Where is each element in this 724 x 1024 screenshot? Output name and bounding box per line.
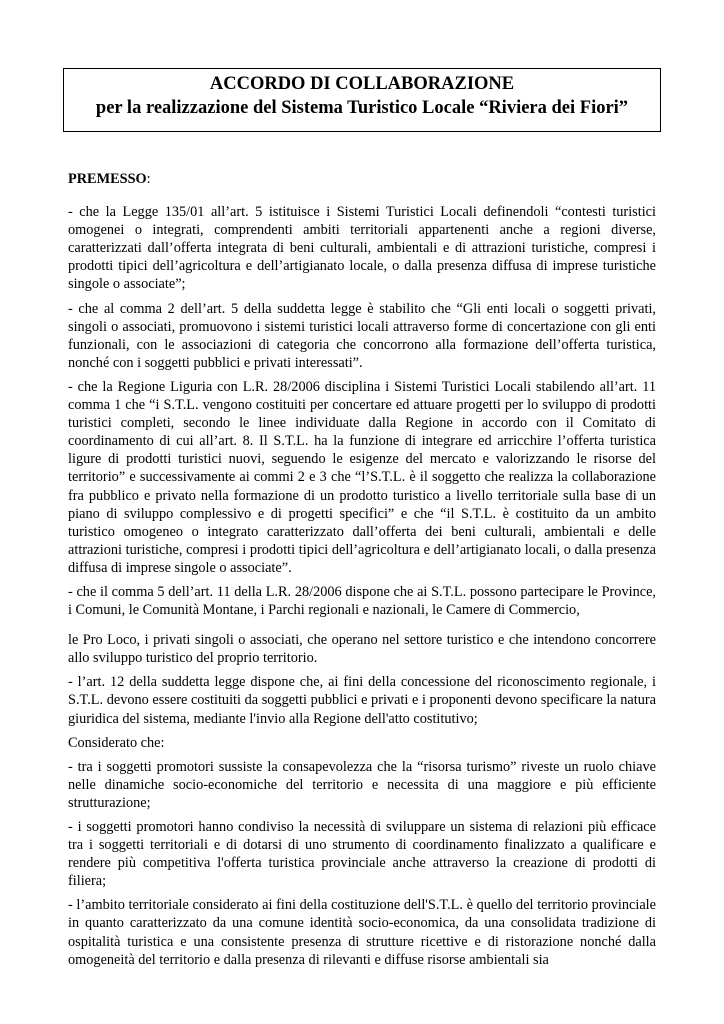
paragraph: - l’ambito territoriale considerato ai fini della costituzione dell'S.T.L. è quello del territorio provinciale in quanto caratterizzato da una comune identità socio-economica, da una consolidata tradizione di ospitalità turistica e una consistente presenza di strutture ricettive e di ristorazione nonché dalla omogeneità del territorio e dalla presenza di rilevanti e diffuse risorse ambientali sia [68, 897, 656, 968]
document-title: ACCORDO DI COLLABORAZIONE [209, 74, 515, 94]
premesso-heading [68, 170, 656, 188]
document-body [68, 170, 656, 975]
title-box [63, 68, 661, 132]
paragraph: le Pro Loco, i privati singoli o associati, che operano nel settore turistico e che intendono concorrere allo sviluppo turistico del proprio territorio. [68, 632, 656, 667]
paragraph: - tra i soggetti promotori sussiste la consapevolezza che la “risorsa turismo” riveste un ruolo chiave nelle dinamiche socio-economiche del territorio e necessita di una maggiore e più efficiente strutturazione; [68, 758, 656, 811]
paragraph: - che il comma 5 dell’art. 11 della L.R. 28/2006 dispone che ai S.T.L. possono partecipare le Province, i Comuni, le Comunità Montane, i Parchi regionali e nazionali, le Camere di Commercio, [68, 583, 656, 619]
considerato-heading: Considerato che: [68, 734, 165, 751]
premesso-colon: : [146, 171, 151, 187]
paragraph: - l’art. 12 della suddetta legge dispone che, ai fini della concessione del riconoscimento regionale, i S.T.L. devono essere costituiti da soggetti pubblici e privati e i proponenti devono specificare la natura giuridica del sistema, mediante l'invio alla Regione dell'atto costitutivo; [68, 674, 656, 727]
premesso-label: PREMESSO [68, 171, 147, 187]
paragraph: - che la Regione Liguria con L.R. 28/2006 disciplina i Sistemi Turistici Locali stabilendo all’art. 11 comma 1 che “i S.T.L. vengono costituiti per concertare ed attuare progetti per lo sviluppo di prodotti turistici completi, secondo le linee individuate dalla Regione in accordo con il Comitato di coordinamento di cui all’art. 8. Il S.T.L. ha la funzione di integrare ed arricchire l’offerta turistica ligure di prodotti turistici nuovi, seguendo le esigenze del mercato e valorizzando le risorse del territorio” e successivamente ai commi 2 e 3 che “l’S.T.L. è il soggetto che realizza la collaborazione fra pubblico e privato nella formazione di un prodotto turistico a livello territoriale sulla base di un piano di sviluppo complessivo e di progetti specifici” e che “il S.T.L. è costituito da un ambito turistico omogeneo o integrato caratterizzato dall’offerta dei beni culturali, ambientali e delle attrazioni turistiche, compresi i prodotti tipici dell’agricoltura e dell’artigianato locali, o dalla presenza diffusa di imprese singole o associate”. [68, 378, 656, 576]
paragraph: - che al comma 2 dell’art. 5 della suddetta legge è stabilito che “Gli enti locali o soggetti privati, singoli o associati, promuovono i sistemi turistici locali attraverso forme di concertazione con gli enti funzionali, con le associazioni di categoria che concorrono alla formazione dell’offerta turistica, nonché con i soggetti pubblici e privati interessati”. [68, 300, 656, 371]
paragraph: - i soggetti promotori hanno condiviso la necessità di sviluppare un sistema di relazioni più efficace tra i soggetti territoriali e di dotarsi di uno strumento di coordinamento finalizzato a qualificare e rendere più competitiva l'offerta turistica provinciale anche attraverso la creazione di prodotti di filiera; [68, 819, 656, 890]
document-subtitle: per la realizzazione del Sistema Turistico Locale “Riviera dei Fiori” [95, 98, 629, 118]
paragraph: - che la Legge 135/01 all’art. 5 istituisce i Sistemi Turistici Locali definendoli “contesti turistici omogenei o integrati, comprendenti ambiti territoriali appartenenti anche a regioni diverse, caratterizzati dall’offerta integrata di beni culturali, ambientali e di attrazioni turistiche, compresi i prodotti tipici dell’agricoltura e dell’artigianato locale, o dalla presenza diffusa di imprese turistiche singole o associate”; [68, 204, 656, 293]
